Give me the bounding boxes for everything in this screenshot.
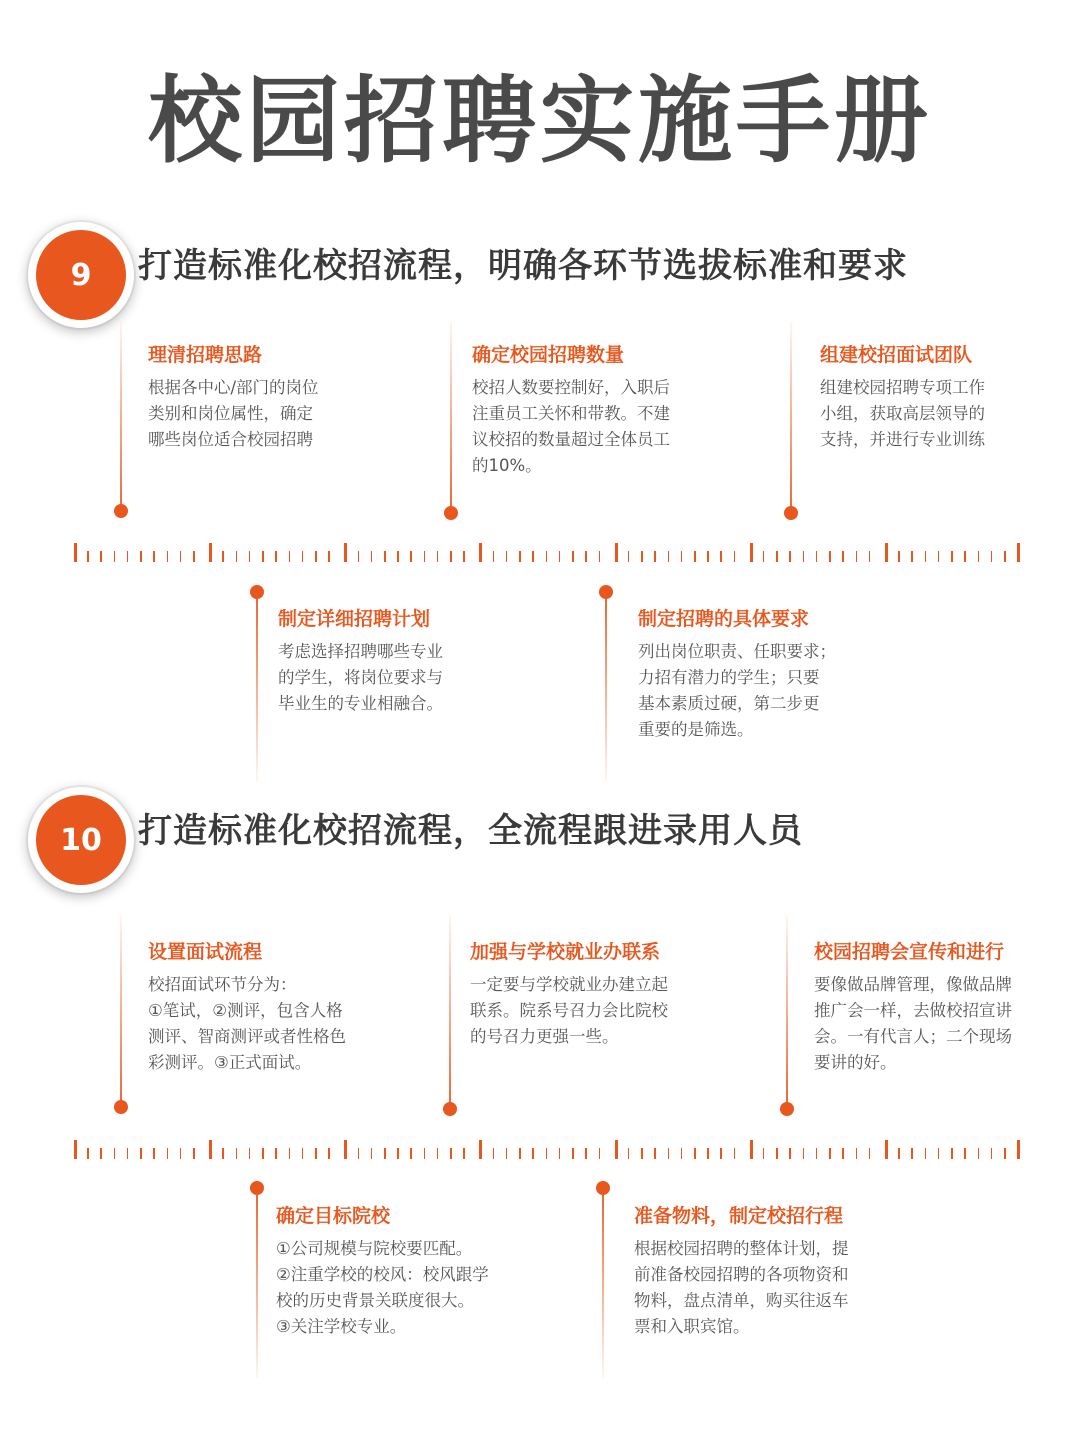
step-title: 加强与学校就业办联系 [470,941,661,963]
timeline-connector [256,597,258,782]
ruler-minor-tick [734,1148,736,1159]
ruler-minor-tick [869,551,871,562]
ruler-minor-tick [236,551,238,562]
ruler-minor-tick [249,1148,251,1159]
ruler-minor-tick [424,1148,426,1159]
ruler-minor-tick [193,551,195,562]
ruler-minor-tick [938,551,940,562]
page-title: 校园招聘实施手册 [147,67,932,176]
ruler-minor-tick [519,1148,521,1159]
ruler-minor-tick [506,1148,508,1159]
ruler-minor-tick [938,1148,940,1159]
ruler-major-tick [885,543,888,562]
ruler-minor-tick [437,551,439,562]
ruler-minor-tick [816,551,818,562]
step-title: 准备物料，制定校招行程 [634,1205,844,1227]
ruler-major-tick [750,543,753,562]
timeline-connector [450,322,452,512]
step-title: 设置面试流程 [148,941,263,963]
ruler-minor-tick [127,1148,129,1159]
ruler-minor-tick [803,551,805,562]
ruler-minor-tick [140,1148,142,1159]
timeline-connector [120,915,122,1105]
ruler-minor-tick [720,1148,722,1159]
step-description: 根据校园招聘的整体计划，提 前准备校园招聘的各项物资和 物料，盘点清单，购买往返车 票和入职宾馆。 [634,1239,849,1336]
step-description: ①公司规模与院校要匹配。 ②注重学校的校风：校风跟学 校的历史背景关联度很大。 ③关注学校专业。 [276,1239,489,1336]
step-description: 考虑选择招聘哪些专业 的学生，将岗位要求与 毕业生的专业相融合。 [278,642,443,713]
ruler-minor-tick [222,1148,224,1159]
ruler-minor-tick [424,551,426,562]
ruler-minor-tick [628,551,630,562]
step-title: 理清招聘思路 [148,344,263,366]
ruler-minor-tick [371,551,373,562]
step-card [820,340,1080,453]
ruler-minor-tick [410,1148,412,1159]
ruler-minor-tick [641,1148,643,1159]
ruler-minor-tick [869,1148,871,1159]
ruler-minor-tick [289,1148,291,1159]
ruler-minor-tick [599,551,601,562]
step-card [278,604,538,717]
ruler-minor-tick [153,551,155,562]
ruler-minor-tick [599,1148,601,1159]
step-card [148,937,438,1076]
ruler-minor-tick [506,551,508,562]
ruler-minor-tick [641,551,643,562]
step-card [634,1201,934,1340]
ruler-minor-tick [1004,1148,1006,1159]
ruler-minor-tick [951,551,953,562]
timeline-connector [602,1193,604,1378]
step-description: 校招人数要控制好，入职后 注重员工关怀和带教。不建 议校招的数量超过全体员工 的10%。 [472,378,670,475]
ruler-minor-tick [100,551,102,562]
timeline-dot [444,506,458,520]
ruler-minor-tick [358,551,360,562]
ruler-minor-tick [694,551,696,562]
ruler-minor-tick [559,551,561,562]
ruler-minor-tick [559,1148,561,1159]
ruler-minor-tick [911,551,913,562]
section-heading: 打造标准化校招流程，明确各环节选拔标准和要求 [138,246,908,286]
ruler-minor-tick [275,1148,277,1159]
ruler-minor-tick [167,1148,169,1159]
ruler-minor-tick [654,1148,656,1159]
section-number-badge: 9 [28,222,134,328]
ruler-minor-tick [450,1148,452,1159]
ruler-minor-tick [222,551,224,562]
ruler-major-tick [344,1140,347,1159]
step-title: 校园招聘会宣传和进行 [814,941,1005,963]
step-card [148,340,408,453]
ruler-minor-tick [546,551,548,562]
ruler-minor-tick [153,1148,155,1159]
ruler-minor-tick [328,1148,330,1159]
ruler-minor-tick [734,551,736,562]
ruler-minor-tick [100,1148,102,1159]
ruler-major-tick [750,1140,753,1159]
ruler-minor-tick [302,551,304,562]
ruler-minor-tick [180,551,182,562]
ruler-minor-tick [585,551,587,562]
timeline-connector [605,597,607,782]
ruler-minor-tick [829,1148,831,1159]
ruler-minor-tick [991,1148,993,1159]
ruler-minor-tick [707,1148,709,1159]
ruler-minor-tick [803,1148,805,1159]
ruler-minor-tick [707,551,709,562]
ruler-minor-tick [856,1148,858,1159]
timeline-connector [449,915,451,1105]
ruler-minor-tick [410,551,412,562]
timeline-ruler [74,1139,1020,1159]
ruler-minor-tick [140,551,142,562]
ruler-minor-tick [681,1148,683,1159]
step-title: 组建校招面试团队 [820,344,973,366]
ruler-minor-tick [302,1148,304,1159]
ruler-minor-tick [397,1148,399,1159]
ruler-minor-tick [532,551,534,562]
ruler-minor-tick [371,1148,373,1159]
ruler-minor-tick [114,1148,116,1159]
ruler-minor-tick [720,551,722,562]
ruler-minor-tick [898,551,900,562]
step-title: 制定详细招聘计划 [278,608,431,630]
step-title: 确定目标院校 [276,1205,391,1227]
ruler-minor-tick [114,551,116,562]
ruler-major-tick [1017,1140,1020,1159]
ruler-major-tick [74,1140,77,1159]
section-number-badge: 10 [28,787,134,893]
ruler-minor-tick [275,551,277,562]
ruler-minor-tick [964,1148,966,1159]
ruler-minor-tick [87,1148,89,1159]
ruler-major-tick [74,543,77,562]
ruler-minor-tick [180,1148,182,1159]
ruler-major-tick [885,1140,888,1159]
ruler-minor-tick [315,551,317,562]
timeline-dot [780,1102,794,1116]
step-description: 组建校园招聘专项工作 小组，获取高层领导的 支持，并进行专业训练 [820,378,985,449]
ruler-minor-tick [925,551,927,562]
step-card [638,604,918,743]
ruler-minor-tick [978,1148,980,1159]
ruler-minor-tick [397,551,399,562]
ruler-minor-tick [532,1148,534,1159]
timeline-dot [784,506,798,520]
ruler-minor-tick [991,551,993,562]
ruler-minor-tick [167,551,169,562]
ruler-minor-tick [193,1148,195,1159]
step-description: 要像做品牌管理，像做品牌 推广会一样，去做校招宣讲 会。一有代言人；二个现场 要讲的好。 [814,975,1012,1072]
ruler-minor-tick [249,551,251,562]
ruler-minor-tick [776,1148,778,1159]
ruler-minor-tick [358,1148,360,1159]
ruler-major-tick [1017,543,1020,562]
timeline-connector [256,1193,258,1378]
ruler-minor-tick [546,1148,548,1159]
timeline-ruler [74,542,1020,562]
ruler-minor-tick [437,1148,439,1159]
step-card [472,340,772,479]
ruler-minor-tick [262,1148,264,1159]
ruler-minor-tick [262,551,264,562]
ruler-minor-tick [450,551,452,562]
timeline-dot [114,1100,128,1114]
ruler-minor-tick [572,1148,574,1159]
ruler-minor-tick [951,1148,953,1159]
ruler-minor-tick [493,551,495,562]
ruler-minor-tick [978,551,980,562]
ruler-major-tick [479,1140,482,1159]
ruler-minor-tick [911,1148,913,1159]
ruler-minor-tick [763,551,765,562]
ruler-minor-tick [856,551,858,562]
ruler-minor-tick [842,1148,844,1159]
ruler-major-tick [209,1140,212,1159]
section-10 [0,777,1080,1337]
ruler-minor-tick [789,1148,791,1159]
ruler-minor-tick [898,1148,900,1159]
step-description: 一定要与学校就业办建立起 联系。院系号召力会比院校 的号召力更强一些。 [470,975,668,1046]
ruler-minor-tick [493,1148,495,1159]
timeline-dot [114,504,128,518]
ruler-minor-tick [87,551,89,562]
step-description: 根据各中心/部门的岗位 类别和岗位属性，确定 哪些岗位适合校园招聘 [148,378,319,449]
ruler-minor-tick [628,1148,630,1159]
timeline-dot [443,1102,457,1116]
step-card [276,1201,576,1340]
step-card [814,937,1064,1076]
ruler-minor-tick [763,1148,765,1159]
ruler-minor-tick [236,1148,238,1159]
ruler-minor-tick [816,1148,818,1159]
ruler-minor-tick [328,551,330,562]
ruler-minor-tick [463,1148,465,1159]
ruler-minor-tick [829,551,831,562]
ruler-major-tick [615,1140,618,1159]
step-title: 制定招聘的具体要求 [638,608,810,630]
ruler-minor-tick [315,1148,317,1159]
ruler-minor-tick [127,551,129,562]
ruler-minor-tick [681,551,683,562]
ruler-minor-tick [572,551,574,562]
step-description: 校招面试环节分为： ①笔试，②测评，包含人格 测评、智商测评或者性格色 彩测评。③正式面试。 [148,975,346,1072]
step-description: 列出岗位职责、任职要求； 力招有潜力的学生；只要 基本素质过硬，第二步更 重要的是筛选。 [638,642,836,739]
ruler-minor-tick [384,551,386,562]
ruler-major-tick [344,543,347,562]
ruler-minor-tick [289,551,291,562]
ruler-major-tick [209,543,212,562]
ruler-minor-tick [384,1148,386,1159]
ruler-minor-tick [789,551,791,562]
timeline-connector [790,322,792,512]
ruler-minor-tick [776,551,778,562]
ruler-minor-tick [668,551,670,562]
ruler-minor-tick [654,551,656,562]
ruler-major-tick [615,543,618,562]
ruler-minor-tick [585,1148,587,1159]
timeline-connector [120,322,122,512]
ruler-minor-tick [925,1148,927,1159]
ruler-minor-tick [842,551,844,562]
ruler-minor-tick [519,551,521,562]
timeline-connector [786,915,788,1105]
section-heading: 打造标准化校招流程，全流程跟进录用人员 [138,811,803,851]
section-9 [0,212,1080,772]
ruler-major-tick [479,543,482,562]
step-title: 确定校园招聘数量 [472,344,625,366]
ruler-minor-tick [694,1148,696,1159]
ruler-minor-tick [463,551,465,562]
ruler-minor-tick [964,551,966,562]
ruler-minor-tick [668,1148,670,1159]
ruler-minor-tick [1004,551,1006,562]
step-card [470,937,770,1050]
